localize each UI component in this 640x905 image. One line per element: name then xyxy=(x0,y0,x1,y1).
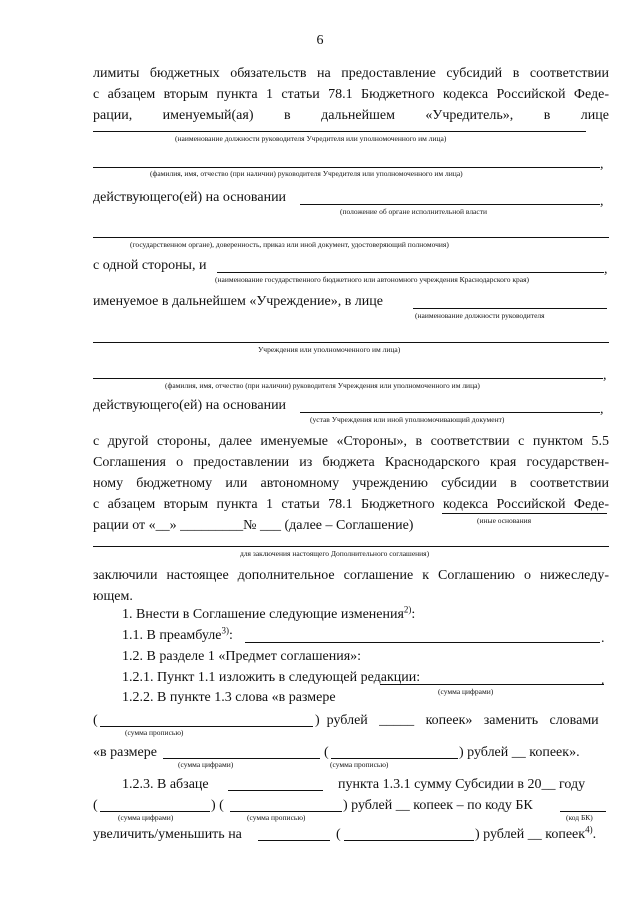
preamble-blank[interactable] xyxy=(245,642,600,643)
caption: (сумма прописью) xyxy=(247,813,306,822)
text-line: именуемое в дальнейшем «Учреждение», в лице xyxy=(93,294,383,309)
text-line: 1.2.1. Пункт 1.1 изложить в следующей редакции: xyxy=(122,670,421,685)
caption: (сумма прописью) xyxy=(125,728,184,737)
institution-name-blank[interactable] xyxy=(217,272,604,273)
caption: (сумма прописью) xyxy=(330,760,389,769)
caption: (сумма цифрами) xyxy=(178,760,234,769)
paren: ( xyxy=(93,713,98,728)
footnote-ref: 3) xyxy=(221,625,229,636)
comma: , xyxy=(604,262,608,277)
text-line: ) рублей _____ копеек» заменить словами xyxy=(315,713,599,728)
subsidy-words-blank[interactable] xyxy=(230,811,342,812)
text-line: Соглашения о предоставлении из бюджета Краснодарского края государствен- xyxy=(93,455,609,470)
text-line: ) рублей __ копеек». xyxy=(459,745,580,760)
text-line: лимиты бюджетных обязательств на предоставление субсидий в соответствии xyxy=(93,66,609,81)
caption: (наименование должности руководителя xyxy=(415,311,545,320)
change-words-blank[interactable] xyxy=(344,840,474,841)
page-number: 6 xyxy=(316,33,324,48)
caption: (сумма цифрами) xyxy=(438,687,494,696)
institution-head-name-blank[interactable] xyxy=(93,378,603,379)
paragraph-num-blank[interactable] xyxy=(228,790,323,791)
comma: , xyxy=(600,194,604,209)
text-line: 1.1. В преамбуле$^{3)}$: xyxy=(122,625,233,643)
caption: (фамилия, имя, отчество (при наличии) руководителя Учреждения или уполномоченного им лица) xyxy=(165,381,480,390)
footnote-ref: 2) xyxy=(403,604,412,615)
paren: ( xyxy=(93,798,98,813)
sum-words-blank[interactable] xyxy=(100,726,313,727)
institution-basis-blank[interactable] xyxy=(300,412,600,413)
paren: ) ( xyxy=(211,798,224,813)
item-text: 1. Внести в Соглашение следующие изменения xyxy=(122,607,404,622)
caption: для заключения настоящего Дополнительного соглашения) xyxy=(240,549,430,558)
new-sum-words-blank[interactable] xyxy=(331,758,458,759)
text-line: ющем. xyxy=(93,589,133,604)
footnote-ref: 4) xyxy=(585,824,593,835)
item-text: 1.1. В преамбуле xyxy=(122,628,222,643)
other-basis-blank-2[interactable] xyxy=(93,546,609,547)
text-line: с абзацем вторым пункта 1 статьи 78.1 Бюджетного кодекса Российской Феде- xyxy=(93,497,609,512)
replace-text: рублей _____ копеек» заменить словами xyxy=(326,713,599,728)
text-line: ) рублей __ копеек$^{4)}$. xyxy=(475,824,597,842)
paren: ( xyxy=(324,745,329,760)
text-line: 1. Внести в Соглашение следующие изменения$^{2)}$: xyxy=(122,604,416,622)
caption: (сумма цифрами) xyxy=(118,813,174,822)
caption: (фамилия, имя, отчество (при наличии) руководителя Учредителя или уполномоченного им лица) xyxy=(150,169,463,178)
founder-position-blank[interactable] xyxy=(93,131,586,132)
text-line: ному бюджетному или автономному учреждению субсидии в соответствии xyxy=(93,476,609,491)
founder-basis-blank-2[interactable] xyxy=(93,237,609,238)
text-line: «в размере xyxy=(93,745,157,760)
text-line: увеличить/уменьшить на xyxy=(93,827,242,842)
text-line: 1.2. В разделе 1 «Предмет соглашения»: xyxy=(122,649,362,664)
caption: (устав Учреждения или иной уполномочивающий документ) xyxy=(310,415,505,424)
caption: (наименование государственного бюджетного или автономного учреждения Краснодарского края) xyxy=(215,275,530,284)
new-sum-digits-blank[interactable] xyxy=(163,758,320,759)
text-line: рации от «__» _________№ ___ (далее – Соглашение) xyxy=(93,518,414,533)
text-line: 1.2.3. В абзаце xyxy=(122,777,209,792)
sum-digits-blank[interactable] xyxy=(380,684,604,685)
institution-position-blank-2[interactable] xyxy=(93,342,609,343)
caption: (положение об органе исполнительной власти xyxy=(340,207,488,216)
founder-basis-blank[interactable] xyxy=(300,204,600,205)
bk-code-blank[interactable] xyxy=(560,811,606,812)
text-line: с одной стороны, и xyxy=(93,258,207,273)
institution-position-blank[interactable] xyxy=(413,308,607,309)
caption: (иные основания xyxy=(477,516,532,525)
founder-name-blank[interactable] xyxy=(93,167,600,168)
change-digits-blank[interactable] xyxy=(258,840,330,841)
text-line: действующего(ей) на основании xyxy=(93,398,287,413)
paren: ( xyxy=(336,827,341,842)
period: . xyxy=(601,631,605,646)
text-line: заключили настоящее дополнительное соглашение к Соглашению о нижеследу- xyxy=(93,568,609,583)
period: . xyxy=(601,673,605,688)
text-line: рации, именуемый(ая) в дальнейшем «Учредитель», в лице xyxy=(93,108,609,123)
subsidy-digits-blank[interactable] xyxy=(100,811,210,812)
rub-kop-text: ) рублей __ копеек xyxy=(475,827,586,842)
text-line: ) рублей __ копеек – по коду БК xyxy=(343,798,533,813)
caption: (наименование должности руководителя Учредителя или уполномоченного им лица) xyxy=(175,134,447,143)
caption: (код БК) xyxy=(566,813,593,822)
other-basis-blank[interactable] xyxy=(442,513,607,514)
comma: , xyxy=(603,368,607,383)
text-line: с другой стороны, далее именуемые «Стороны», в соответствии с пунктом 5.5 xyxy=(93,434,609,449)
text-line: действующего(ей) на основании xyxy=(93,190,287,205)
comma: , xyxy=(600,157,604,172)
text-line: 1.2.2. В пункте 1.3 слова «в размере xyxy=(122,690,336,705)
text-line: пункта 1.3.1 сумму Субсидии в 20__ году xyxy=(338,777,586,792)
caption: Учреждения или уполномоченного им лица) xyxy=(258,345,401,354)
caption: (государственном органе), доверенность, приказ или иной документ, удостоверяющий полномочия) xyxy=(130,240,449,249)
comma: , xyxy=(600,402,604,417)
text-line: с абзацем вторым пункта 1 статьи 78.1 Бюджетного кодекса Российской Феде- xyxy=(93,87,609,102)
